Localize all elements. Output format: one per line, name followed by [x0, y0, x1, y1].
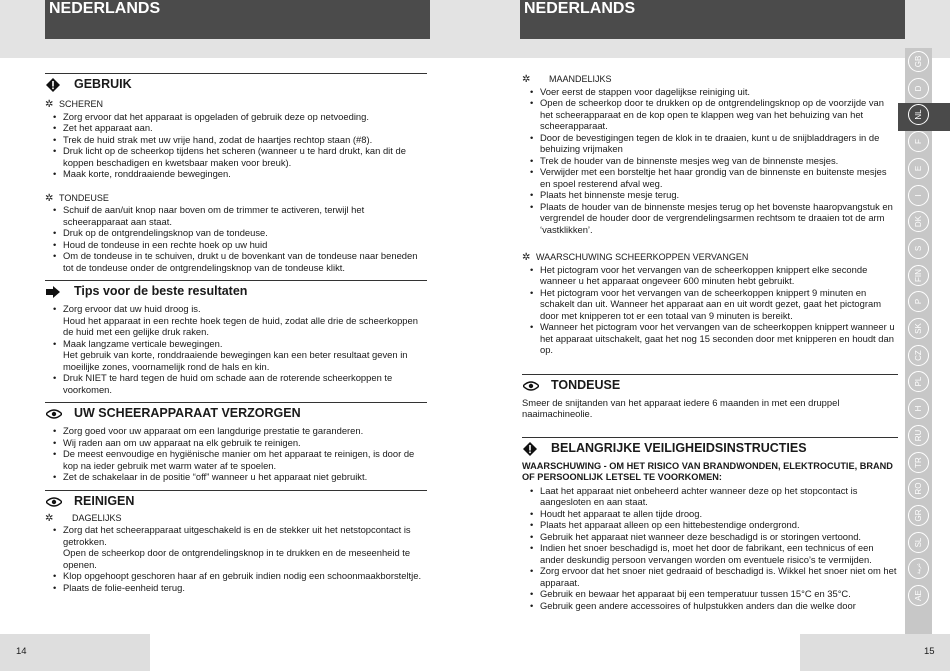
list-item: • Zorg ervoor dat het apparaat is opgeladen of gebruik deze op netvoeding. [63, 111, 427, 123]
list-item: • Druk NIET te hard tegen de huid om schade aan de roterende scheerkoppen te voorkomen. [63, 372, 427, 395]
tab-lang-11[interactable]: CZ [908, 345, 929, 366]
eye-icon [522, 381, 551, 391]
left-column [45, 65, 427, 593]
tips-list [45, 303, 427, 315]
list-item: • Het pictogram voor het vervangen van de scheerkoppen knippert 9 minuten en schakelt dan uit. Wanneer het apparaat aan en uit wordt gezet, gaat het pictogram door met knipperen tot er een totaal van 9 minuten is bereikt. [540, 287, 898, 322]
list-item: • Om de tondeuse in te schuiven, drukt u de bovenkant van de tondeuse naar beneden tot de tondeuse onder de ontgrendelingsknop van de tondeuse klikt. [63, 250, 427, 273]
list-item: • De meest eenvoudige en hygiënische manier om het apparaat te reinigen, is door de kop na ieder gebruik met warm water af te spoelen. [63, 448, 427, 471]
list-item: • Laat het apparaat niet onbeheerd achter wanneer deze op het stopcontact is aangesloten en aan staat. [540, 485, 898, 508]
eye-icon [45, 409, 74, 419]
tab-lang-4[interactable]: E [908, 158, 929, 179]
list-item: • Open de scheerkop door te drukken op de ontgrendelingsknop op de voorzijde van het scheerapparaat en de kop open te klappen weg van het behuizing van het scheerapparaat. [540, 97, 898, 132]
tab-lang-18[interactable]: SL [908, 532, 929, 553]
tips-continuation: Houd het apparaat in een rechte hoek tegen de huid, zodat alle drie de scheerkoppen de huid met een gelijke druk raken. [63, 314, 418, 337]
reinigen-title: REINIGEN [74, 493, 135, 508]
sun-icon: ✲ [45, 512, 54, 524]
tab-lang-5[interactable]: I [908, 185, 929, 206]
tab-lang-2[interactable]: NL [908, 104, 929, 125]
tab-lang-14[interactable]: RU [908, 425, 929, 446]
sun-icon: ✲ [522, 252, 531, 263]
warning-icon [45, 78, 74, 92]
eye-icon [45, 497, 74, 507]
left-header: NEDERLANDS [45, 0, 430, 39]
sun-icon: ✲ [45, 99, 54, 110]
list-item: • Plaats de folie-eenheid terug. [63, 582, 427, 594]
tips-title: Tips voor de beste resultaten [74, 284, 248, 299]
list-item: • Verwijder met een borsteltje het haar grondig van de binnenste en buitenste mesjes en spoel resterend afval weg. [540, 166, 898, 189]
list-item: • Plaats het binnenste mesje terug. [540, 189, 898, 201]
list-item: • Trek de houder van de binnenste mesjes weg van de binnenste mesjes. [540, 155, 898, 167]
tondeuse-text: Smeer de snijtanden van het apparaat iedere 6 maanden in met een druppel naaimachineolie. [522, 396, 840, 419]
veilig-title: BELANGRIJKE VEILIGHEIDSINSTRUCTIES [551, 440, 807, 455]
list-item: • Zet het apparaat aan. [63, 122, 427, 134]
tondeuse-subheader [45, 193, 427, 205]
verzorgen-title: UW SCHEERAPPARAAT VERZORGEN [74, 406, 301, 421]
tab-lang-1[interactable]: D [908, 78, 929, 99]
list-item: • Door de bevestigingen tegen de klok in te draaien, kunt u de snijbladdragers in de behuizing vrijmaken [540, 132, 898, 155]
dagelijks-label: DAGELIJKS [72, 512, 122, 523]
page-number-right: 15 [924, 646, 935, 657]
list-item: • Maak korte, ronddraaiende bewegingen. [63, 168, 427, 180]
sun-icon: ✲ [45, 192, 54, 204]
scheren-label: SCHEREN [59, 99, 104, 109]
tab-lang-12[interactable]: PL [908, 371, 929, 392]
tips-list-3 [45, 372, 427, 395]
gebruik-title: GEBRUIK [74, 77, 132, 92]
list-item: • Zorg ervoor dat het snoer niet gedraaid of beschadigd is. Wikkel het snoer niet om het apparaat. [540, 565, 898, 588]
tab-lang-16[interactable]: RO [908, 478, 929, 499]
tondeuse-label: TONDEUSE [59, 192, 109, 203]
sun-icon: ✲ [522, 74, 531, 85]
tab-lang-9[interactable]: P [908, 291, 929, 312]
right-header: NEDERLANDS [520, 0, 905, 39]
right-column [522, 74, 898, 611]
list-item: • Gebruik geen andere accessoires of hulpstukken anders dan die welke door [540, 600, 898, 612]
list-item: • Gebruik het apparaat niet wanneer deze beschadigd is or storingen vertoond. [540, 531, 898, 543]
list-item: • Maak langzame verticale bewegingen. [63, 338, 427, 350]
gebruik-section-header [45, 73, 427, 96]
list-item: • Trek de huid strak met uw vrije hand, zodat de haartjes rechtop staan (#8). [63, 134, 427, 146]
waarschuwing-subheader [522, 252, 898, 264]
warning-icon [522, 442, 551, 456]
verzorgen-section-header [45, 402, 427, 425]
maandelijks-subheader [522, 74, 898, 86]
tab-lang-3[interactable]: F [908, 131, 929, 152]
list-item: • Indien het snoer beschadigd is, moet het door de fabrikant, een technicus of een ander deskundig persoon vervangen worden om eventuele risico’s te vermijden. [540, 542, 898, 565]
tab-lang-13[interactable]: H [908, 398, 929, 419]
scheren-list [45, 111, 427, 180]
scheren-subheader [45, 99, 427, 111]
list-item: • Druk op de ontgrendelingsknop van de tondeuse. [63, 227, 427, 239]
list-item: • Zorg dat het scheerapparaat uitgeschakeld is en de stekker uit het netstopcontact is getrokken. [63, 524, 427, 547]
tab-lang-19[interactable]: عربية [908, 558, 929, 579]
list-item: • Schuif de aan/uit knop naar boven om de trimmer te activeren, terwijl het scheerapparaat aan staat. [63, 204, 427, 227]
list-item: • Klop opgehoopt geschoren haar af en gebruik indien nodig een schoonmaakborsteltje. [63, 570, 427, 582]
list-item: • Wanneer het pictogram voor het vervangen van de scheerkoppen knippert wanneer u het apparaat uitschakelt, gaat het nog 15 seconden door met knipperen en houdt dan op. [540, 321, 898, 356]
list-item: • Het pictogram voor het vervangen van de scheerkoppen knippert elke seconde wanneer u het apparaat ongeveer 600 minuten hebt gebruikt. [540, 264, 898, 287]
arrow-right-icon [45, 286, 74, 298]
list-item: • Gebruik en bewaar het apparaat bij een temperatuur tussen 15°C en 35°C. [540, 588, 898, 600]
verzorgen-list [45, 425, 427, 483]
maandelijks-list [522, 86, 898, 236]
tab-lang-8[interactable]: FIN [908, 265, 929, 286]
reinigen-list-2 [45, 570, 427, 593]
reinigen-list [45, 524, 427, 547]
page-number-left: 14 [16, 646, 27, 657]
maandelijks-label: MAANDELIJKS [549, 74, 612, 84]
waarschuwing-label: WAARSCHUWING SCHEERKOPPEN VERVANGEN [536, 252, 749, 262]
list-item: • Zet de schakelaar in de positie “off” wanneer u het apparaat niet gebruikt. [63, 471, 427, 483]
tab-lang-15[interactable]: TR [908, 452, 929, 473]
tips-section-header [45, 280, 427, 303]
tab-lang-6[interactable]: DK [908, 211, 929, 232]
veilig-warning: WAARSCHUWING - OM HET RISICO VAN BRANDWONDEN, ELEKTROCUTIE, BRAND OF PERSOONLIJK LETSEL TE VOORKOMEN: [522, 460, 893, 482]
list-item: • Plaats de houder van de binnenste mesjes terug op het bovenste haaropvangstuk en vergrendel de houder door de vergrendelingsarmen rechtsom te draaien tot de arm ‘vastklikken’. [540, 201, 898, 236]
list-item: • Zorg goed voor uw apparaat om een langdurige prestatie te garanderen. [63, 425, 427, 437]
veilig-list [522, 485, 898, 612]
tondeuse-list [45, 204, 427, 273]
veilig-section-header [522, 437, 898, 460]
list-item: • Voer eerst de stappen voor dagelijkse reiniging uit. [540, 86, 898, 98]
dagelijks-subheader [45, 513, 427, 525]
tips-list-2 [45, 338, 427, 350]
tips-continuation: Het gebruik van korte, ronddraaiende bewegingen kan een beter resultaat geven in moeilijke zones, voornamelijk rond de hals en kin. [63, 349, 408, 372]
tab-lang-10[interactable]: SK [908, 318, 929, 339]
list-item: • Wij raden aan om uw apparaat na elk gebruik te reinigen. [63, 437, 427, 449]
reinigen-section-header [45, 490, 427, 513]
tab-lang-7[interactable]: S [908, 238, 929, 259]
list-item: • Zorg ervoor dat uw huid droog is. [63, 303, 427, 315]
list-item: • Druk licht op de scheerkop tijdens het scheren (wanneer u te hard drukt, kan dit de koppen beschadigen en kwetsbaar maken voor breuk). [63, 145, 427, 168]
reinigen-continuation: Open de scheerkop door de ontgrendelingsknop in te drukken en de meseenheid te openen. [63, 547, 411, 570]
list-item: • Plaats het apparaat alleen op een hittebestendige ondergrond. [540, 519, 898, 531]
tondeuse-title: TONDEUSE [551, 377, 621, 392]
waarschuwing-list [522, 264, 898, 356]
tondeuse-section-header [522, 374, 898, 397]
list-item: • Houd de tondeuse in een rechte hoek op uw huid [63, 239, 427, 251]
tab-lang-0[interactable]: GB [908, 51, 929, 72]
tab-lang-20[interactable]: AE [908, 585, 929, 606]
tab-lang-17[interactable]: GR [908, 505, 929, 526]
list-item: • Houdt het apparaat te allen tijde droog. [540, 508, 898, 520]
